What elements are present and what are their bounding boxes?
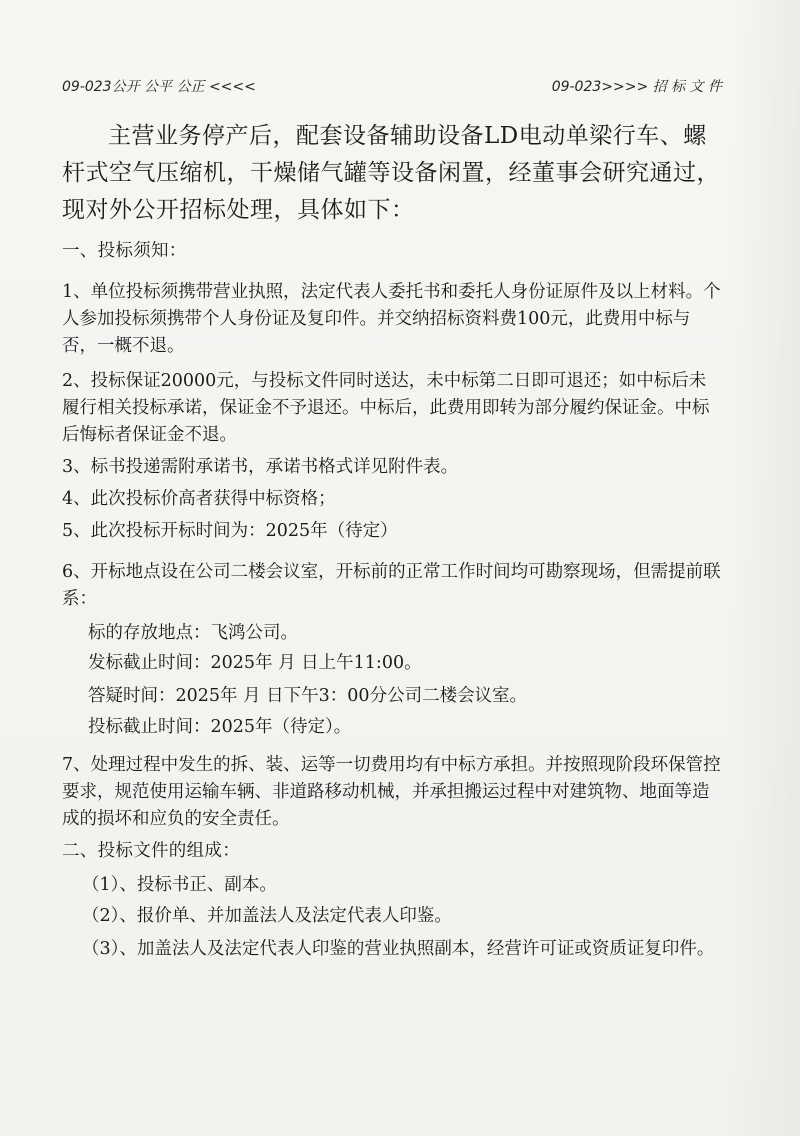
storage-location: 标的存放地点：飞鸿公司。 bbox=[88, 623, 298, 643]
section1-item6: 6、开标地点设在公司二楼会议室，开标前的正常工作时间均可勘察现场，但需提前联系： bbox=[62, 562, 721, 609]
section2-item2: （2）、报价单、并加盖法人及法定代表人印鉴。 bbox=[82, 906, 452, 926]
section1-item1: 1、单位投标须携带营业执照，法定代表人委托书和委托人身份证原件及以上材料。个人参加投标须携带个人身份证及复印件。并交纳招标资料费100元，此费用中标与否，一概不退。 bbox=[62, 282, 721, 356]
intro-paragraph: 主营业务停产后，配套设备辅助设备LD电动单梁行车、螺杆式空气压缩机，干燥储气罐等设备闲置，经董事会研究通过，现对外公开招标处理，具体如下： bbox=[62, 123, 720, 223]
section2-item3: （3）、加盖法人及法定代表人印鉴的营业执照副本，经营许可证或资质证复印件。 bbox=[82, 939, 715, 959]
header-right-text: 09-023>>>> 招 标 文 件 bbox=[551, 79, 722, 95]
issue-deadline: 发标截止时间：2025年 月 日上午11:00。 bbox=[88, 653, 422, 673]
section1-item2: 2、投标保证20000元，与投标文件同时送达，未中标第二日即可退还；如中标后未履行相关投标承诺，保证金不予退还。中标后，此费用即转为部分履约保证金。中标后悔标者保证金不退。 bbox=[62, 371, 710, 445]
section1-item4: 4、此次投标价高者获得中标资格； bbox=[62, 489, 336, 509]
section2-item1: （1）、投标书正、副本。 bbox=[82, 875, 277, 895]
section2-title: 二、投标文件的组成： bbox=[62, 841, 240, 861]
section1-item5: 5、此次投标开标时间为：2025年（待定） bbox=[62, 521, 398, 541]
page-header bbox=[62, 76, 722, 98]
header-left-text: 09-023公开 公平 公正 <<<< bbox=[62, 79, 256, 95]
section1-title: 一、投标须知： bbox=[62, 241, 187, 261]
bid-deadline: 投标截止时间：2025年（待定）。 bbox=[88, 717, 352, 737]
section1-item7: 7、处理过程中发生的拆、装、运等一切费用均有中标方承担。并按照现阶段环保管控要求，规范使用运输车辆、非道路移动机械，并承担搬运过程中对建筑物、地面等造成的损坏和应负的安全责任。 bbox=[62, 755, 721, 829]
qa-time: 答疑时间：2025年 月 日下午3：00分公司二楼会议室。 bbox=[88, 686, 528, 706]
section1-item3: 3、标书投递需附承诺书，承诺书格式详见附件表。 bbox=[62, 457, 459, 477]
